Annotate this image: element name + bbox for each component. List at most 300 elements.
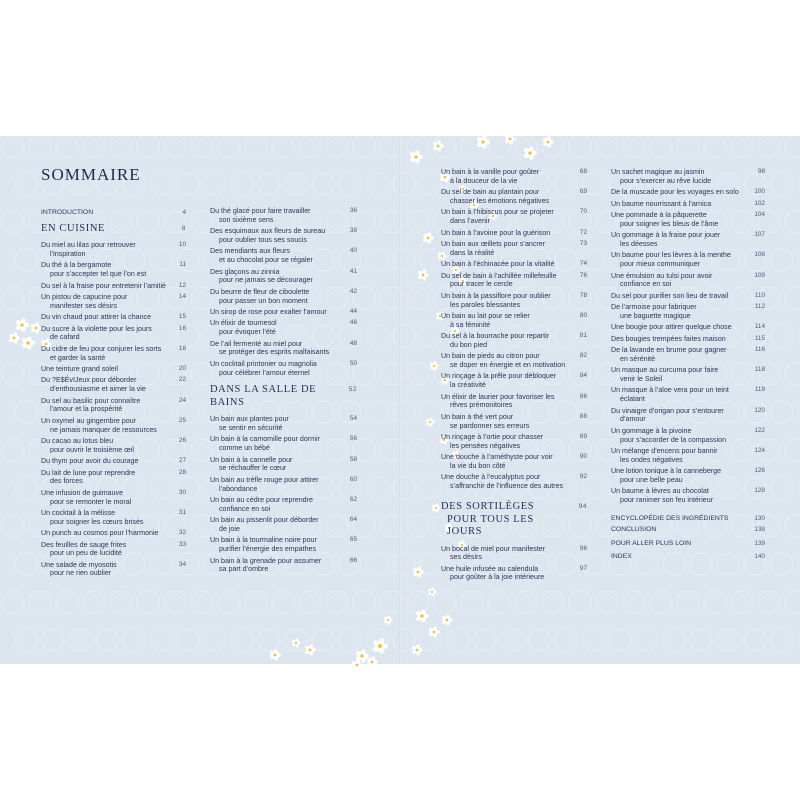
entry-title: Du vin chaud pour attirer la chance <box>41 313 152 322</box>
entry-title-continued: pour soigner les cœurs brisés <box>50 517 144 526</box>
page-number: 88 <box>579 412 587 420</box>
flower-icon <box>15 318 29 333</box>
entry-title-continued: pour ranimer son feu intérieur <box>620 496 714 505</box>
page-number: 30 <box>178 488 186 496</box>
toc-entry[interactable] <box>41 457 186 466</box>
entry-title-continued: pour un peu de lucidité <box>50 549 122 558</box>
page-number: 34 <box>178 560 186 568</box>
entry-title: Une émulsion au tulsi pour avoir <box>611 271 713 280</box>
entry-title-continued: l’abondance <box>219 484 258 493</box>
page-number: 94 <box>578 503 587 510</box>
toc-entry[interactable] <box>441 565 587 583</box>
page-number: 11 <box>179 261 186 269</box>
entry-title: Du sucre à la violette pour les jours <box>41 324 152 333</box>
toc-entry[interactable] <box>611 487 765 505</box>
entry-title-continued: ses désirs <box>450 553 482 562</box>
page-number: 52 <box>348 386 357 394</box>
entry-title: Des mendiants aux fleurs <box>210 247 291 256</box>
entry-title: Une bougie pour attirer quelque chose <box>611 323 732 332</box>
toc-entry[interactable] <box>210 207 357 225</box>
toc-entry[interactable] <box>41 541 186 559</box>
page-number: 70 <box>579 208 587 216</box>
page-number: 24 <box>178 396 186 404</box>
toc-entry[interactable] <box>441 208 587 226</box>
toc-entry[interactable] <box>441 168 587 186</box>
flower-icon <box>431 503 440 513</box>
toc-entry[interactable] <box>41 282 186 291</box>
toc-entry[interactable] <box>441 545 587 563</box>
page-number: 118 <box>754 366 765 374</box>
toc-major-entry[interactable] <box>611 525 765 535</box>
entry-title-continued: les déesses <box>620 239 658 248</box>
toc-entry[interactable] <box>210 360 357 378</box>
page-number: 109 <box>754 271 765 279</box>
entry-title-continued: se pardonner ses erreurs <box>450 421 530 430</box>
flower-icon <box>411 644 423 656</box>
toc-entry[interactable] <box>611 210 765 229</box>
toc-entry[interactable] <box>210 340 357 358</box>
entry-title-continued: en sérénité <box>620 354 656 363</box>
entry-title: Un sachet magique au jasmin <box>611 168 705 176</box>
toc-entry[interactable] <box>41 345 186 363</box>
toc-column-3 <box>441 168 587 585</box>
toc-entry[interactable] <box>611 323 765 332</box>
toc-entry[interactable] <box>441 433 587 451</box>
entry-title-continued: pour se remonter le moral <box>50 497 132 506</box>
page-number: 12 <box>178 281 186 289</box>
toc-entry[interactable] <box>41 469 186 487</box>
flower-icon <box>427 587 436 597</box>
entry-title-continued: pour soigner les bleus de l’âme <box>620 219 719 228</box>
entry-title: Un bain à la passiflore pour oublier <box>441 291 551 300</box>
entry-title: Du thé à la bergamote <box>41 261 112 270</box>
entry-title: Des esquimaux aux fleurs de sureau <box>210 227 326 236</box>
page-number: 73 <box>579 239 587 247</box>
entry-title-continued: pour une belle peau <box>620 476 683 484</box>
page-number: 68 <box>579 168 587 175</box>
flower-icon <box>504 133 516 145</box>
toc-entry[interactable] <box>611 366 765 384</box>
toc-section-heading[interactable] <box>41 223 186 236</box>
entry-title: Un baume pour les lèvres à la menthe <box>611 251 731 260</box>
section-title-line2: POUR TOUS LES JOURS <box>447 513 534 537</box>
entry-title: Des glaçons au zinnia <box>210 267 280 276</box>
entry-title-continued: pour s’accorder de la compassion <box>620 435 727 444</box>
toc-major-entry[interactable] <box>611 514 765 524</box>
entry-title: Un bain aux plantes pour <box>210 415 289 424</box>
entry-title: Un punch au cosmos pour l’harmonie <box>41 529 159 538</box>
page-number: 98 <box>757 168 765 175</box>
entry-title: Un oxymel au gingembre pour <box>41 416 137 425</box>
toc-entry[interactable] <box>41 313 186 322</box>
entry-title: Du sel pour purifier son lieu de travail <box>611 291 729 300</box>
page-number: 84 <box>579 372 587 380</box>
entry-title-continued: confiance en soi <box>219 504 271 513</box>
entry-title: Un masque au curcuma pour faire <box>611 366 719 375</box>
page-number: 42 <box>349 287 357 295</box>
flower-icon <box>412 566 424 578</box>
entry-title: Du thé glacé pour faire travailler <box>210 207 311 215</box>
page-number: 86 <box>579 392 587 400</box>
page-number: 90 <box>579 453 587 461</box>
page-number: 56 <box>349 435 357 443</box>
toc-entry[interactable] <box>41 261 186 279</box>
page-number: 78 <box>579 291 587 299</box>
page-number: 4 <box>182 209 186 216</box>
page-number: 54 <box>349 415 357 423</box>
entry-title-continued: de joie <box>219 525 240 534</box>
toc-entry[interactable] <box>441 453 587 471</box>
page-number: 20 <box>178 365 186 373</box>
entry-title-continued: pour ouvrir le troisième œil <box>50 445 134 454</box>
entry-title: Un bocal de miel pour manifester <box>441 544 546 553</box>
toc-section-heading[interactable] <box>441 501 587 539</box>
toc-entry[interactable] <box>611 291 765 301</box>
entry-title-continued: pour s’exercer au rêve lucide <box>620 176 712 185</box>
page-number: 64 <box>349 516 357 524</box>
page-number: 81 <box>579 332 587 340</box>
flower-icon <box>351 659 363 671</box>
page-number: 114 <box>754 323 765 331</box>
toc-entry[interactable] <box>611 188 765 197</box>
toc-entry[interactable] <box>611 386 765 404</box>
page-number: 130 <box>754 514 765 522</box>
entry-title-continued: manifester ses désirs <box>50 301 118 310</box>
entry-title-continued: pour goûter à la joie intérieure <box>450 573 545 582</box>
entry-title: Un bain au lait pour se relier <box>441 311 530 320</box>
entry-title: Du beurre de fleur de ciboulette <box>210 287 310 296</box>
entry-title-continued: pour ne rien oublier <box>50 569 112 578</box>
entry-title: Un bain à la cannelle pour <box>210 455 293 464</box>
toc-entry[interactable] <box>441 352 587 370</box>
entry-title-continued: l’inspiration <box>50 250 86 259</box>
page-title: SOMMAIRE <box>41 165 141 184</box>
toc-entry[interactable] <box>210 319 357 337</box>
entry-title: Un cocktail à la mélisse <box>41 508 116 517</box>
entry-title-continued: ne jamais manquer de ressources <box>50 425 157 434</box>
page-number: 126 <box>754 467 765 475</box>
page-number: 16 <box>178 324 186 332</box>
toc-entry[interactable] <box>41 489 186 507</box>
toc-entry[interactable] <box>41 365 186 374</box>
entry-title-continued: se réchauffer le cœur <box>219 464 287 473</box>
entry-title-continued: pour ne jamais se décourager <box>219 276 313 285</box>
entry-title: Une salade de myosotis <box>41 560 117 569</box>
toc-entry[interactable] <box>611 168 765 186</box>
toc-entry[interactable] <box>611 346 765 364</box>
entry-title-continued: pour passer un bon moment <box>219 296 308 305</box>
entry-title-continued: d’enthousiasme et aimer la vie <box>50 385 146 394</box>
entry-title: Un baume nourrissant à l’arnica <box>611 199 712 208</box>
entry-title: Du sel à la bourrache pour repartir <box>441 332 550 341</box>
page-number: 100 <box>754 188 765 196</box>
flower-icon <box>476 135 490 150</box>
page-number: 112 <box>754 303 765 311</box>
toc-entry[interactable] <box>441 260 587 269</box>
toc-entry[interactable] <box>210 536 357 554</box>
toc-entry[interactable] <box>210 308 357 317</box>
page-number: 46 <box>349 319 357 327</box>
entry-title: De la muscade pour les voyages en solo <box>611 188 739 197</box>
entry-title: INDEX <box>611 553 632 561</box>
page-number: 66 <box>349 556 357 564</box>
page-number: 62 <box>349 496 357 504</box>
entry-title-continued: à sa féminité <box>450 320 491 329</box>
toc-entry[interactable] <box>210 435 357 453</box>
page-number: 140 <box>754 553 765 561</box>
page-number: 18 <box>178 344 186 352</box>
toc-column-1 <box>41 207 186 581</box>
entry-title: Un rinçage à la prêle pour débloquer <box>441 372 557 381</box>
entry-title: Un gommage à la fraise pour jouer <box>611 231 721 240</box>
entry-title-continued: pour évoquer l’été <box>219 328 276 337</box>
entry-title: Des bougies trempées faites maison <box>611 334 726 343</box>
entry-title: Un pistou de capucine pour <box>41 293 128 302</box>
page-number: 38 <box>349 227 357 235</box>
toc-entry[interactable] <box>441 229 587 238</box>
entry-title: INTRODUCTION <box>41 209 94 216</box>
entry-title: Du miel au lilas pour retrouver <box>41 241 136 250</box>
toc-entry[interactable] <box>210 268 357 286</box>
page-number: 97 <box>579 564 587 572</box>
toc-entry[interactable] <box>611 467 765 485</box>
toc-entry[interactable] <box>611 251 765 269</box>
toc-entry[interactable] <box>41 437 186 455</box>
toc-entry[interactable] <box>441 332 587 350</box>
page-number: 108 <box>754 251 765 259</box>
flower-icon <box>269 649 281 661</box>
section-title: DES SORTILÈGES <box>441 501 535 512</box>
entry-title-continued: les paroles blessantes <box>450 300 521 309</box>
toc-entry[interactable] <box>210 247 357 265</box>
flower-icon <box>417 269 429 281</box>
page-number: 27 <box>178 457 186 465</box>
page-number: 22 <box>178 376 186 384</box>
entry-title: Un gommage à la pivoine <box>611 426 692 435</box>
page-number: 122 <box>754 426 765 434</box>
flower-icon <box>523 146 537 161</box>
entry-title: Un bain à la camomille pour dormir <box>210 435 320 444</box>
entry-title: Un mélange d’encens pour bannir <box>611 447 718 456</box>
toc-column-2 <box>210 207 357 577</box>
entry-title: Un élixir de laurier pour favoriser les <box>441 392 555 401</box>
entry-title: Une teinture grand soleil <box>41 365 118 374</box>
toc-entry[interactable] <box>441 393 587 411</box>
toc-entry[interactable] <box>210 456 357 474</box>
page-number: 25 <box>178 416 186 424</box>
page-number: 60 <box>349 475 357 483</box>
toc-entry[interactable] <box>611 199 765 209</box>
entry-title: Un bain à la tourmaline noire pour <box>210 536 317 545</box>
page-number: 80 <box>579 311 587 319</box>
toc-entry[interactable] <box>41 561 186 579</box>
entry-title-continued: à la douceur de la vie <box>450 176 518 185</box>
toc-entry[interactable] <box>41 293 186 311</box>
toc-entry[interactable] <box>41 397 186 415</box>
entry-title-continued: et au chocolat pour se régaler <box>219 256 313 265</box>
toc-entry[interactable] <box>210 516 357 534</box>
entry-title: Du cacao au lotus bleu <box>41 436 114 445</box>
page-number: 104 <box>754 210 765 218</box>
toc-entry[interactable] <box>41 325 186 343</box>
toc-entry[interactable] <box>210 288 357 306</box>
entry-title-continued: la vie du bon côté <box>450 462 506 471</box>
flower-icon <box>366 656 378 668</box>
toc-entry[interactable] <box>611 447 765 465</box>
toc-entry[interactable] <box>611 426 765 445</box>
entry-title-continued: pour célébrer l’amour éternel <box>219 368 310 377</box>
entry-title-continued: son sixième sens <box>219 215 274 224</box>
entry-title-continued: rêves prémonitoires <box>450 401 513 410</box>
toc-entry[interactable] <box>441 188 587 206</box>
toc-entry[interactable] <box>210 415 357 433</box>
page-number: 44 <box>349 307 357 315</box>
entry-title-continued: la créativité <box>450 381 486 390</box>
page-number: 96 <box>579 544 587 552</box>
toc-major-entry[interactable] <box>41 209 186 218</box>
toc-column-4 <box>611 168 765 567</box>
toc-entry[interactable] <box>41 241 186 259</box>
entry-title: Du sel à la fraise pour entretenir l’amitié <box>41 281 166 290</box>
page-number: 50 <box>349 359 357 367</box>
flower-icon <box>30 322 42 334</box>
entry-title-continued: pour oublier tous ses soucis <box>219 235 307 244</box>
toc-entry[interactable] <box>441 312 587 330</box>
page-number: 40 <box>349 247 357 255</box>
toc-entry[interactable] <box>441 272 587 290</box>
toc-entry[interactable] <box>441 413 587 431</box>
entry-title: Du sel de bain au plantain pour <box>441 188 540 197</box>
entry-title-continued: se sentir en sécurité <box>219 424 283 433</box>
page-number: 138 <box>754 525 765 533</box>
entry-title: Un bain à la vanille pour goûter <box>441 168 540 176</box>
page-number: 15 <box>178 313 186 321</box>
page-number: 119 <box>754 386 765 394</box>
toc-entry[interactable] <box>611 231 765 249</box>
entry-title: Du cidre de feu pour conjurer les sorts <box>41 344 162 353</box>
toc-major-entry[interactable] <box>611 553 765 562</box>
page-number: 120 <box>754 406 765 414</box>
entry-title: Du thym pour avoir du courage <box>41 457 139 466</box>
toc-major-entry[interactable] <box>611 539 765 549</box>
flower-icon <box>428 626 440 638</box>
entry-title-continued: pour mieux communiquer <box>620 260 701 269</box>
entry-title-continued: chasser les émotions négatives <box>450 196 549 205</box>
toc-entry[interactable] <box>441 240 587 258</box>
entry-title: Un bain à la grenade pour assumer <box>210 556 322 565</box>
toc-entry[interactable] <box>441 372 587 390</box>
toc-entry[interactable] <box>210 557 357 575</box>
toc-entry[interactable] <box>210 227 357 245</box>
toc-section-heading[interactable] <box>210 384 357 409</box>
entry-title: Un bain au cèdre pour reprendre <box>210 496 313 505</box>
entry-title: Un bain à l’échinacée pour la vitalité <box>441 260 555 269</box>
entry-title-continued: d’amour <box>620 415 646 424</box>
page-number: 139 <box>754 539 765 547</box>
entry-title: Une lotion tonique à la canneberge <box>611 467 722 476</box>
toc-entry[interactable] <box>441 473 587 491</box>
entry-title-continued: dans l’avenir <box>450 217 490 226</box>
entry-title: CONCLUSION <box>611 525 657 533</box>
flower-icon <box>542 136 554 148</box>
toc-entry[interactable] <box>41 376 186 394</box>
flower-icon <box>432 140 444 152</box>
entry-title: Un bain aux œillets pour s’ancrer <box>441 239 546 248</box>
entry-title-continued: s’affranchir de l’influence des autres <box>450 482 564 491</box>
toc-entry[interactable] <box>611 303 765 321</box>
flower-icon <box>372 637 388 654</box>
page-number: 72 <box>579 228 587 236</box>
flower-icon <box>291 638 300 648</box>
entry-title: De l’armoise pour fabriquer <box>611 303 697 312</box>
page-number: 48 <box>349 339 357 347</box>
entry-title: De la lavande en brume pour gagner <box>611 346 727 355</box>
toc-entry[interactable] <box>210 496 357 514</box>
toc-entry[interactable] <box>41 509 186 527</box>
entry-title: Un bain à l’hibiscus pour se projeter <box>441 208 554 217</box>
entry-title: Des feuilles de sauge frites <box>41 540 127 549</box>
entry-title: Un rinçage à l’ortie pour chasser <box>441 433 544 442</box>
entry-title-continued: éclatant <box>620 395 645 404</box>
page-number: 14 <box>178 293 186 301</box>
toc-entry[interactable] <box>41 529 186 538</box>
page-number: 92 <box>579 473 587 481</box>
page-number: 107 <box>754 231 765 239</box>
entry-title-continued: se protéger des esprits malfaisants <box>219 348 330 357</box>
entry-title: Un bain à l’avoine pour la guérison <box>441 228 551 237</box>
page-number: 31 <box>178 508 186 516</box>
toc-entry[interactable] <box>41 417 186 435</box>
entry-title-continued: dans la réalité <box>450 248 495 257</box>
page-number: 76 <box>579 271 587 279</box>
entry-title-continued: les ondes négatives <box>620 455 683 464</box>
page-number: 74 <box>579 260 587 268</box>
entry-title-continued: du bon pied <box>450 340 488 349</box>
entry-title-continued: pour tracer le cercle <box>450 280 513 289</box>
toc-entry[interactable] <box>611 271 765 290</box>
entry-title: Un cocktail printonier ou magnolia <box>210 359 317 368</box>
page-number: 82 <box>579 352 587 360</box>
entry-title-continued: de cafard <box>50 333 80 342</box>
entry-title: Une infusion de guimauve <box>41 488 124 497</box>
entry-title-continued: se doper en énergie et en motivation <box>450 361 566 370</box>
section-title: DANS LA SALLE DE BAINS <box>210 384 317 408</box>
page-number: 32 <box>178 529 186 537</box>
entry-title: Du sel au basilic pour connaître <box>41 396 141 405</box>
entry-title: Une pommade à la pâquerette <box>611 210 707 219</box>
page-number: 65 <box>349 536 357 544</box>
page-number: 28 <box>178 468 186 476</box>
flower-icon <box>383 615 392 625</box>
entry-title: Un bain de pieds au citron pour <box>441 352 540 361</box>
toc-entry[interactable] <box>210 476 357 494</box>
flower-icon <box>429 361 438 371</box>
entry-title: Du ?E$ÉvIJeux pour déborder <box>41 376 137 385</box>
toc-entry[interactable] <box>611 334 765 344</box>
entry-title-continued: pour s’accepter tel que l’on est <box>50 270 147 279</box>
entry-title: Du lait de lune pour reprendre <box>41 468 136 477</box>
entry-title-continued: sa part d’ombre <box>219 565 269 574</box>
toc-entry[interactable] <box>611 406 765 425</box>
page-number: 69 <box>579 188 587 196</box>
entry-title-continued: confiance en soi <box>620 280 672 289</box>
flower-icon <box>415 609 429 624</box>
entry-title: Du vinaigre d’origan pour s’entourer <box>611 406 724 415</box>
entry-title-continued: purifier l’énergie des empathes <box>219 545 317 554</box>
toc-entry[interactable] <box>441 292 587 310</box>
page-number: 8 <box>181 224 186 232</box>
entry-title: Un bain au trèfle rouge pour attirer <box>210 475 319 484</box>
